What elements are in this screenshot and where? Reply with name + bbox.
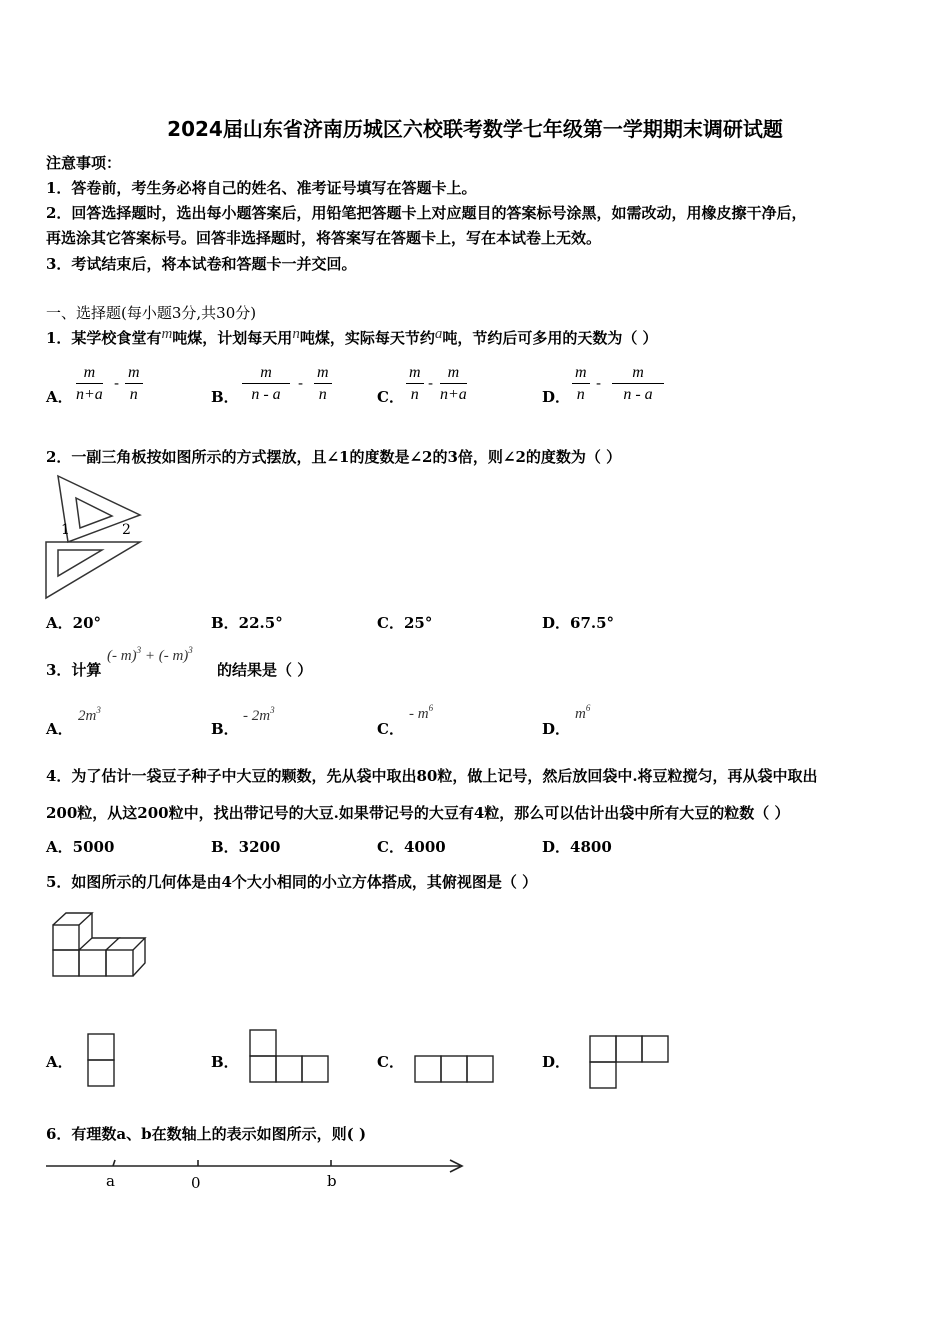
option-label: B． (211, 720, 239, 738)
fraction: $\frac{m}{n - a}$ (612, 363, 664, 406)
question-1-text: 1．某学校食堂有m吨煤，计划每天用n吨煤，实际每天节约a吨，节约后可多用的天数为（ ） (46, 326, 658, 347)
question-6-text: 6．有理数a、b在数轴上的表示如图所示，则( ) (46, 1125, 367, 1143)
fraction: $\frac{m}{n - a}$ (242, 363, 290, 406)
option: A．5000 (46, 838, 115, 856)
option-d-figure (589, 1035, 671, 1091)
option: A．20° (46, 614, 102, 632)
fraction: $\frac{m}{n}$ (572, 363, 590, 406)
section-heading: 一、选择题(每小题3分,共30分) (46, 304, 257, 322)
option-label: B． (211, 388, 239, 406)
operator: - (114, 374, 120, 392)
math-expression: $m^6$ (575, 703, 591, 722)
option-label: A． (46, 1053, 73, 1071)
question-3-prefix: 3．计算 (46, 661, 102, 679)
option: D．4800 (542, 838, 612, 856)
option-c-figure (414, 1055, 496, 1085)
fraction: $\frac{m}{n+a}$ (76, 364, 103, 403)
option-a-figure (87, 1033, 115, 1087)
math-expression: - $2m^3$ (243, 705, 275, 724)
notice-heading: 注意事项： (46, 154, 122, 172)
operator: - (428, 374, 434, 392)
question-2-text: 2．一副三角板按如图所示的方式摆放，且∠1的度数是∠2的3倍，则∠2的度数为（ ） (46, 448, 622, 466)
option-label: B． (211, 1053, 239, 1071)
angle-1-label: 1 (61, 522, 70, 538)
option: B．22.5° (211, 614, 283, 632)
cube-solid-figure (50, 910, 150, 982)
math-expression: $2m^3$ (78, 705, 101, 724)
operator: - (298, 374, 304, 392)
option-label: C． (377, 1053, 404, 1071)
option: B．3200 (211, 838, 281, 856)
option-label: A． (46, 720, 73, 738)
option-label: D． (542, 388, 571, 406)
question-4-line: 4．为了估计一袋豆子种子中大豆的颗数，先从袋中取出80粒，做上记号，然后放回袋中.将豆粒搅匀，再从袋中取出 (46, 767, 818, 785)
math-expression: (- m)$^3$ + (- m)$^3$ (107, 645, 193, 664)
option-label: D． (542, 720, 571, 738)
axis-label-zero: 0 (191, 1174, 201, 1192)
operator: - (596, 374, 602, 392)
math-expression: - $m^6$ (409, 703, 434, 722)
notice-item: 1．答卷前，考生务必将自己的姓名、准考证号填写在答题卡上。 (46, 179, 477, 197)
option-label: D． (542, 1053, 571, 1071)
triangle-rulers-figure (40, 470, 150, 605)
page-title: 2024届山东省济南历城区六校联考数学七年级第一学期期末调研试题 (167, 117, 783, 141)
option-label: C． (377, 720, 404, 738)
option-label: A． (46, 388, 73, 406)
fraction: $\frac{m}{n}$ (406, 363, 424, 406)
question-3-suffix: 的结果是（ ） (217, 661, 313, 679)
notice-item: 3．考试结束后，将本试卷和答题卡一并交回。 (46, 255, 357, 273)
fraction: $\frac{m}{n}$ (125, 363, 143, 406)
option: C．25° (377, 614, 433, 632)
fraction: $\frac{m}{n+a}$ (440, 364, 467, 403)
question-5-text: 5．如图所示的几何体是由4个大小相同的小立方体搭成，其俯视图是（ ） (46, 873, 538, 891)
axis-label-b: b (327, 1172, 337, 1190)
axis-label-a: a (106, 1172, 115, 1190)
option: D．67.5° (542, 614, 615, 632)
notice-item: 2．回答选择题时，选出每小题答案后，用铅笔把答题卡上对应题目的答案标号涂黑，如需改动，用橡皮擦干净后， (46, 204, 807, 222)
option-b-figure (249, 1029, 331, 1083)
notice-item: 再选涂其它答案标号。回答非选择题时，将答案写在答题卡上，写在本试卷上无效。 (46, 229, 602, 247)
option-label: C． (377, 388, 404, 406)
question-4-line: 200粒，从这200粒中，找出带记号的大豆.如果带记号的大豆有4粒，那么可以估计出袋中所有大豆的粒数（ ） (46, 804, 790, 822)
fraction: $\frac{m}{n}$ (314, 363, 332, 406)
angle-2-label: 2 (122, 522, 131, 538)
option: C．4000 (377, 838, 446, 856)
